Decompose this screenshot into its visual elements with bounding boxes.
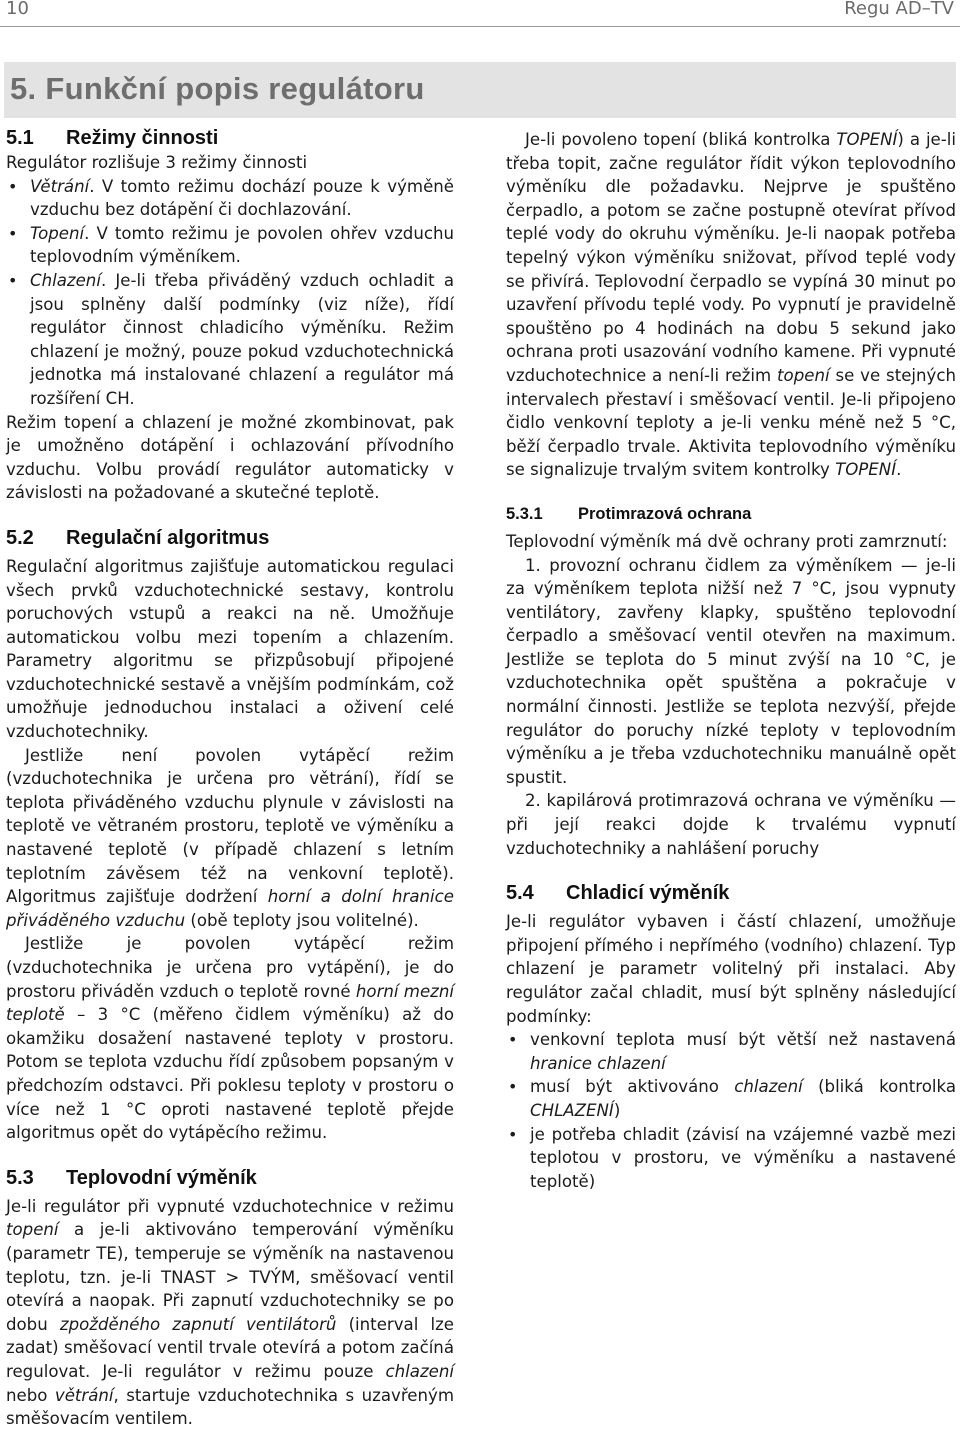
paragraph: Regulátor rozlišuje 3 režimy činnosti [6,153,308,172]
emphasis: horní a dolní hranice přiváděného vzduchu [6,887,454,930]
paragraph: Regulační algoritmus zajišťuje automatickou regulaci všech prvků vzduchotechnické sestavy, kontrolu poruchových vstupů a reakci na ně. Umožňuje automatickou volbu mezi topením a chlazením. Parametry algoritmu se přizpůsobují připojené vzduchotechnické sestavě a vnějším podmínkám, což umožňuje jednoduchou instalaci a oživení celé vzduchotechniky. [6,556,454,742]
mode-list [6,175,454,411]
text-run: se ve stejných intervalech přestaví i směšovací ventil. Je-li připojeno čidlo venkovní teploty a je-li venku méně než 5 °C, běží čerpadlo trvale. Aktivita teplovodního výměníku se signalizuje trvalým svitem kontrolky [506,365,957,480]
list-item [6,222,454,269]
numbered-item: 1. provozní ochranu čidlem za výměníkem — je-li za výměníkem teplota nižší než 7 °C, jsou vypnuty ventilátory, zavřeny klapky, spuštěno teplovodní čerpadlo a směšovací ventil otevřen na maximum. Jestliže se teplota do 5 minut zvýší na 10 °C, je vzduchotechnika opět spuštěna a pokračuje v normální činnosti. Jestliže se teplota nezvýší, přejde regulátor do poruchy nízké teploty v teplovodním výměníku a je třeba vzduchotechniku manuálně opět spustit. [506,555,956,787]
emphasis: topení [6,1220,59,1240]
text-run: musí být aktivováno [530,1077,735,1097]
paragraph: Režim topení a chlazení je možné zkombinovat, pak je umožněno dotápění i ochlazování přívodního vzduchu. Volbu provádí regulátor automaticky v závislosti na požadované a skutečné teplotě. [6,412,454,503]
emphasis: větrání [54,1385,114,1405]
text-run: Jestliže je povolen vytápěcí režim (vzduchotechnika je určena pro vytápění), je do prostoru přiváděn vzduch o teplotě rovné [6,934,454,1001]
numbered-item: 2. kapilárová protimrazová ochrana ve výměníku — při její reakci dojde k trvalému vypnutí vzduchotechniky a nahlášení poruchy [506,791,956,858]
paragraph: Je-li regulátor vybaven i částí chlazení, umožňuje připojení přímého i nepřímého (vodního) chlazení. Typ chlazení je parametr volitelný při instalaci. Aby regulátor začal chladit, musí být splněny následující podmínky: [506,912,956,1026]
text-run: ) a je-li třeba topit, začne regulátor řídit výkon teplovodního výměníku dle požadavku. Nejprve je spuštěno čerpadlo, a potom se začne postupně otevírat přívod teplé vody do okruhu výměníku. Je-li naopak potřeba tepelný výkon výměníku snižovat, přívod teplé vody se přivírá. Teplovodní čerpadlo se vypíná 30 minut po uzavření přívodu teplé vody. Po vypnutí je pravidelně spouštěno po 4 hodinách na dobu 5 sekund jako ochrana proti usazování vodního kamene. Při vypnuté vzduchotechnice a není-li režim [506,130,956,385]
heading-5-3 [6,1165,454,1191]
text-run: . [896,460,902,480]
heading-5-2 [6,525,454,551]
emphasis: hranice chlazení [530,1053,666,1073]
text-run: , startuje vzduchotechnika s uzavřeným směšovacím ventilem. [6,1385,454,1429]
paragraph [6,744,454,933]
heading-5-4 [506,880,956,906]
emphasis: TOPENÍ [836,130,898,149]
term: Chlazení [30,270,101,290]
left-column [6,125,454,1431]
section-title: Chladicí výměník [566,882,730,905]
page-header [0,0,960,24]
text-run: (bliká kontrolka [802,1077,956,1097]
list-item [506,1028,956,1075]
section-title: Regulační algoritmus [66,526,270,549]
term: Větrání [30,176,90,196]
list-text: . Je-li třeba přiváděný vzduch ochladit a jsou splněny další podmínky (viz níže), řídí regulátor činnost chladicího výměníku. Režim chlazení je možný, pouze pokud vzduchotechnická jednotka má instalované chlazení a regulátor má rozšíření CH. [30,270,454,408]
page-number: 10 [6,0,29,19]
text-run: a je-li aktivováno temperování výměníku (parametr TE), temperuje se výměník na nastavenou teplotu, tzn. je-li TNAST > TVÝM, směšovací ventil otevírá a naopak. Při zapnutí vzduchotechniky se po dobu [6,1220,454,1334]
list-item [6,175,454,222]
heading-5-1 [6,125,454,151]
text-run: (obě teploty jsou volitelné). [185,910,419,930]
emphasis: chlazení [385,1361,454,1381]
paragraph [6,932,454,1144]
list-item: • je potřeba chladit (závisí na vzájemné vazbě mezi teplotou v prostoru, ve výměníku a nastavené teplotě) [506,1123,956,1194]
running-title: Regu AD–TV [844,0,954,19]
section-number: 5.3.1 [506,504,543,523]
paragraph [6,1195,454,1431]
heading-5-3-1 [506,502,956,526]
chapter-title: 5. Funkční popis regulátoru [10,71,425,106]
section-number: 5.1 [6,127,34,149]
list-item [506,1075,956,1122]
section-number: 5.3 [6,1166,34,1189]
text-run: – 3 °C (měřeno čidlem výměníku) až do okamžiku dosažení nastavené teploty v prostoru. Potom se teplota vzduchu řídí způsobem popsaným v předchozím odstavci. Při poklesu teploty v prostoru o více než 1 °C oproti nastavené teplotě přejde algoritmus opět do vytápěcího režimu. [6,1005,454,1143]
text-run: ) [613,1100,621,1120]
list-text: . V tomto režimu je povolen ohřev vzduchu teplovodním výměníkem. [30,223,454,267]
text-run: venkovní teplota musí být větší než nastavená [530,1030,956,1050]
header-rule [0,26,960,27]
emphasis: topení [777,365,830,385]
section-number: 5.2 [6,526,34,549]
list-item [6,269,454,411]
text-run: Je-li povoleno topení (bliká kontrolka [525,130,837,149]
text-run: nebo [6,1385,55,1405]
right-column-content [506,128,956,1193]
emphasis: horní mezní teplotě [6,981,455,1025]
emphasis: CHLAZENÍ [530,1100,614,1120]
section-number: 5.4 [506,882,534,905]
chapter-banner [4,62,956,118]
section-title: Režimy činnosti [66,127,219,149]
emphasis: chlazení [734,1077,803,1097]
text-run: Je-li regulátor při vypnuté vzduchotechnice v režimu [6,1196,454,1216]
condition-list [506,1028,956,1193]
term: Topení [30,223,85,243]
paragraph: Teplovodní výměník má dvě ochrany proti zamrznutí: [506,531,948,551]
list-text: . V tomto režimu dochází pouze k výměně vzduchu bez dotápění či dochlazování. [30,176,454,220]
emphasis: TOPENÍ [835,460,897,480]
paragraph [506,128,956,482]
emphasis: zpožděného zapnutí ventilátorů [59,1314,337,1334]
text-run: Jestliže není povolen vytápěcí režim (vzduchotechnika je určena pro větrání), řídí se teplota přiváděného vzduchu plynule v závislosti na teplotě ve větraném prostoru, teplotě ve výměníku a nastavené teplotě (v případě chlazení s letním teplotním závěsem též na venkovní teplotě). Algoritmus zajišťuje dodržení [6,745,454,907]
section-title: Teplovodní výměník [66,1166,257,1189]
section-title: Protimrazová ochrana [578,504,752,523]
text-run: (interval lze zadat) směšovací ventil trvale otevírá a potom začíná regulovat. Je-li regulátor v režimu pouze [6,1314,454,1381]
